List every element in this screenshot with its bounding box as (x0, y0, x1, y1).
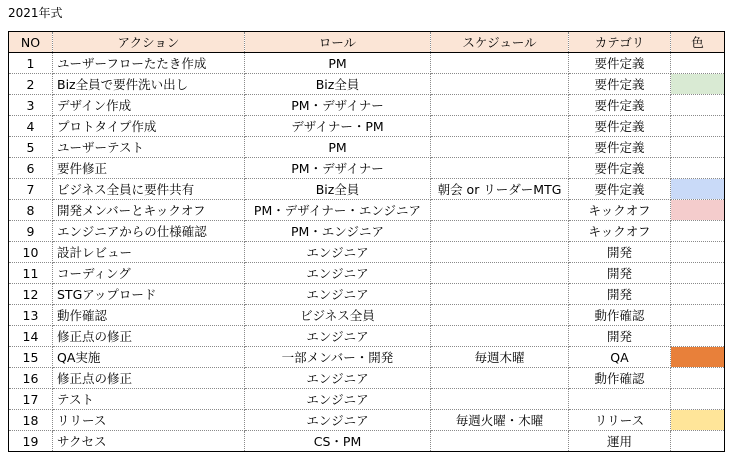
table-row (9, 158, 725, 179)
header-action[interactable]: アクション (53, 32, 245, 53)
cell-role[interactable]: エンジニア (245, 368, 431, 389)
cell-no[interactable]: 4 (9, 116, 53, 137)
table-row (9, 53, 725, 74)
sheet-title: 2021年式 (8, 6, 63, 20)
cell-role[interactable]: Biz全員 (245, 74, 431, 95)
cell-category[interactable]: キックオフ (569, 200, 671, 221)
cell-role[interactable]: PM・エンジニア (245, 221, 431, 242)
table-row (9, 263, 725, 284)
cell-color-swatch[interactable] (671, 137, 725, 158)
cell-action[interactable]: リリース (53, 410, 245, 431)
cell-no[interactable]: 11 (9, 263, 53, 284)
cell-action[interactable]: 動作確認 (53, 305, 245, 326)
table-row (9, 74, 725, 95)
cell-no[interactable]: 7 (9, 179, 53, 200)
cell-no[interactable]: 8 (9, 200, 53, 221)
cell-color-swatch[interactable] (671, 389, 725, 410)
cell-schedule[interactable] (431, 53, 569, 74)
cell-action[interactable]: QA実施 (53, 347, 245, 368)
cell-action[interactable]: サクセス (53, 431, 245, 452)
cell-action[interactable]: STGアップロード (53, 284, 245, 305)
cell-action[interactable]: 修正点の修正 (53, 368, 245, 389)
cell-schedule[interactable]: 毎週木曜 (431, 347, 569, 368)
cell-role[interactable]: PM・デザイナー・エンジニア (245, 200, 431, 221)
cell-no[interactable]: 16 (9, 368, 53, 389)
table-row (9, 242, 725, 263)
cell-no[interactable]: 15 (9, 347, 53, 368)
cell-no[interactable]: 13 (9, 305, 53, 326)
cell-category[interactable]: 開発 (569, 326, 671, 347)
table-row (9, 116, 725, 137)
cell-action[interactable]: ユーザーテスト (53, 137, 245, 158)
table-row (9, 200, 725, 221)
cell-action[interactable]: Biz全員で要件洗い出し (53, 74, 245, 95)
table-row (9, 95, 725, 116)
cell-schedule[interactable]: 毎週火曜・木曜 (431, 410, 569, 431)
cell-color-swatch[interactable] (671, 410, 725, 431)
cell-no[interactable]: 17 (9, 389, 53, 410)
cell-category[interactable]: QA (569, 347, 671, 368)
cell-schedule[interactable] (431, 284, 569, 305)
cell-color-swatch[interactable] (671, 53, 725, 74)
header-schedule[interactable]: スケジュール (431, 32, 569, 53)
cell-role[interactable]: PM・デザイナー (245, 95, 431, 116)
cell-category[interactable]: 要件定義 (569, 158, 671, 179)
header-role[interactable]: ロール (245, 32, 431, 53)
cell-role[interactable]: 一部メンバー・開発 (245, 347, 431, 368)
cell-category[interactable]: 要件定義 (569, 53, 671, 74)
header-no[interactable]: NO (9, 32, 53, 53)
process-table (8, 31, 725, 452)
cell-category[interactable]: 要件定義 (569, 137, 671, 158)
cell-category[interactable]: 動作確認 (569, 305, 671, 326)
table-row (9, 410, 725, 431)
cell-no[interactable]: 12 (9, 284, 53, 305)
cell-no[interactable]: 19 (9, 431, 53, 452)
cell-color-swatch[interactable] (671, 326, 725, 347)
cell-category[interactable] (569, 389, 671, 410)
cell-schedule[interactable] (431, 74, 569, 95)
cell-color-swatch[interactable] (671, 179, 725, 200)
cell-schedule[interactable] (431, 137, 569, 158)
cell-color-swatch[interactable] (671, 347, 725, 368)
table-row (9, 305, 725, 326)
cell-action[interactable]: プロトタイプ作成 (53, 116, 245, 137)
cell-category[interactable]: 要件定義 (569, 74, 671, 95)
cell-role[interactable]: エンジニア (245, 410, 431, 431)
table-row (9, 137, 725, 158)
cell-category[interactable]: 要件定義 (569, 116, 671, 137)
cell-action[interactable]: エンジニアからの仕様確認 (53, 221, 245, 242)
cell-role[interactable]: エンジニア (245, 389, 431, 410)
header-color[interactable]: 色 (671, 32, 725, 53)
cell-color-swatch[interactable] (671, 431, 725, 452)
cell-color-swatch[interactable] (671, 158, 725, 179)
header-row (9, 32, 725, 53)
cell-schedule[interactable] (431, 221, 569, 242)
cell-action[interactable]: 修正点の修正 (53, 326, 245, 347)
cell-category[interactable]: 運用 (569, 431, 671, 452)
cell-no[interactable]: 9 (9, 221, 53, 242)
cell-role[interactable]: PM (245, 53, 431, 74)
cell-no[interactable]: 10 (9, 242, 53, 263)
cell-color-swatch[interactable] (671, 368, 725, 389)
cell-action[interactable]: 要件修正 (53, 158, 245, 179)
cell-no[interactable]: 2 (9, 74, 53, 95)
cell-no[interactable]: 6 (9, 158, 53, 179)
cell-role[interactable]: CS・PM (245, 431, 431, 452)
cell-schedule[interactable] (431, 368, 569, 389)
cell-schedule[interactable] (431, 116, 569, 137)
cell-category[interactable]: 開発 (569, 284, 671, 305)
cell-action[interactable]: ユーザーフローたたき作成 (53, 53, 245, 74)
cell-color-swatch[interactable] (671, 242, 725, 263)
cell-schedule[interactable] (431, 158, 569, 179)
cell-color-swatch[interactable] (671, 200, 725, 221)
table-row (9, 221, 725, 242)
cell-role[interactable]: エンジニア (245, 326, 431, 347)
cell-color-swatch[interactable] (671, 221, 725, 242)
cell-schedule[interactable] (431, 242, 569, 263)
cell-role[interactable]: PM (245, 137, 431, 158)
cell-schedule[interactable] (431, 326, 569, 347)
cell-category[interactable]: リリース (569, 410, 671, 431)
table-row (9, 431, 725, 452)
cell-role[interactable]: Biz全員 (245, 179, 431, 200)
cell-role[interactable]: エンジニア (245, 242, 431, 263)
cell-schedule[interactable] (431, 431, 569, 452)
cell-category[interactable]: 要件定義 (569, 179, 671, 200)
cell-no[interactable]: 14 (9, 326, 53, 347)
cell-category[interactable]: 動作確認 (569, 368, 671, 389)
cell-color-swatch[interactable] (671, 116, 725, 137)
table-row (9, 284, 725, 305)
cell-color-swatch[interactable] (671, 305, 725, 326)
cell-color-swatch[interactable] (671, 284, 725, 305)
cell-role[interactable]: エンジニア (245, 263, 431, 284)
header-category[interactable]: カテゴリ (569, 32, 671, 53)
cell-color-swatch[interactable] (671, 74, 725, 95)
table-row (9, 347, 725, 368)
cell-action[interactable]: 開発メンバーとキックオフ (53, 200, 245, 221)
cell-no[interactable]: 1 (9, 53, 53, 74)
cell-no[interactable]: 5 (9, 137, 53, 158)
cell-action[interactable]: 設計レビュー (53, 242, 245, 263)
table-row (9, 326, 725, 347)
cell-role[interactable]: デザイナー・PM (245, 116, 431, 137)
cell-action[interactable]: テスト (53, 389, 245, 410)
table-body (9, 53, 725, 452)
table-row (9, 368, 725, 389)
cell-role[interactable]: PM・デザイナー (245, 158, 431, 179)
cell-action[interactable]: デザイン作成 (53, 95, 245, 116)
cell-no[interactable]: 18 (9, 410, 53, 431)
cell-category[interactable]: 開発 (569, 263, 671, 284)
table-row (9, 179, 725, 200)
cell-category[interactable]: 開発 (569, 242, 671, 263)
cell-schedule[interactable] (431, 263, 569, 284)
cell-action[interactable]: コーディング (53, 263, 245, 284)
cell-schedule[interactable]: 朝会 or リーダーMTG (431, 179, 569, 200)
cell-role[interactable]: エンジニア (245, 284, 431, 305)
cell-category[interactable]: キックオフ (569, 221, 671, 242)
cell-schedule[interactable] (431, 200, 569, 221)
cell-color-swatch[interactable] (671, 263, 725, 284)
cell-role[interactable]: ビジネス全員 (245, 305, 431, 326)
cell-no[interactable]: 3 (9, 95, 53, 116)
cell-schedule[interactable] (431, 389, 569, 410)
cell-schedule[interactable] (431, 95, 569, 116)
cell-color-swatch[interactable] (671, 95, 725, 116)
cell-action[interactable]: ビジネス全員に要件共有 (53, 179, 245, 200)
cell-category[interactable]: 要件定義 (569, 95, 671, 116)
cell-schedule[interactable] (431, 305, 569, 326)
table-row (9, 389, 725, 410)
